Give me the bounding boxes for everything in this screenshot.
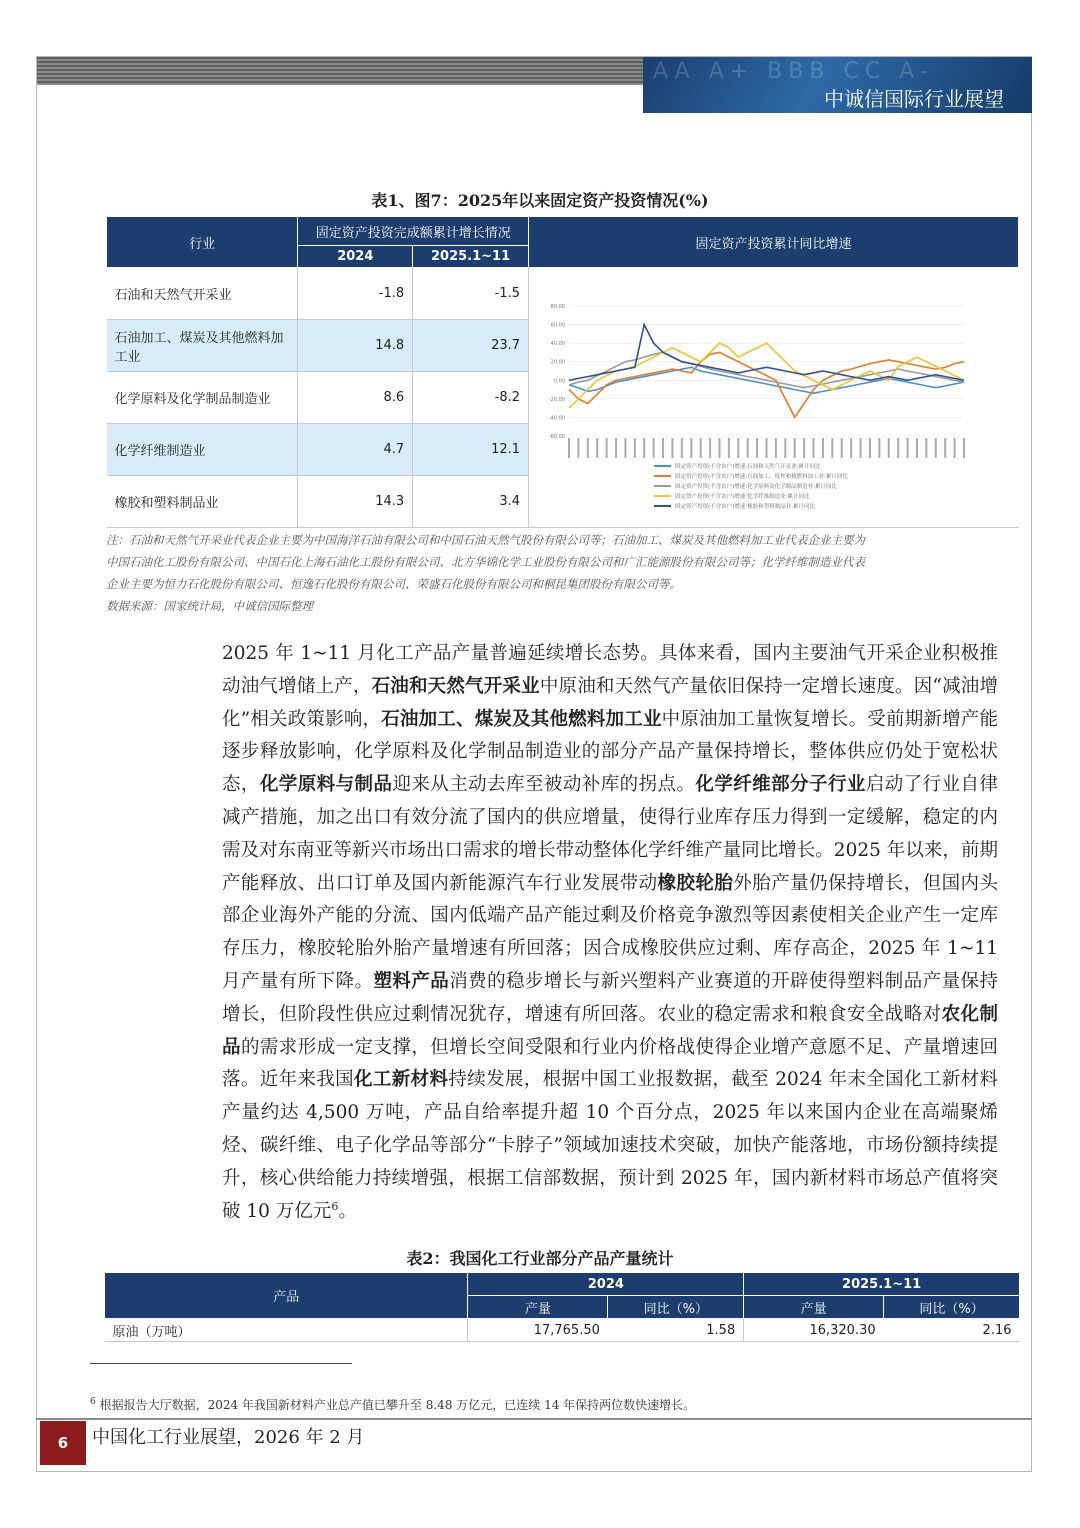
table1: [106, 216, 1019, 528]
table1-value-2024: 14.3: [298, 476, 413, 528]
note-line: 注：石油和天然气开采业代表企业主要为中国海洋石油有限公司和中国石油天然气股份有限公司等；石油加工、煤炭及其他燃料加工业代表企业主要为: [106, 533, 865, 547]
table1-caption: 表1、图7：2025年以来固定资产投资情况(%): [371, 191, 709, 210]
footnote-divider: [90, 1363, 352, 1364]
header-decor-text: AA A+ BBB CC A-: [653, 59, 934, 84]
legend-label: 固定资产投资(不含农户)增速:石油加工、炼焦和核燃料加工业:累计同比: [675, 474, 849, 480]
table1-value-2025: 3.4: [413, 476, 529, 528]
body-text-segment: 迎来从主动去库至被动补库的拐点。: [392, 774, 696, 796]
chart-y-axis: [549, 304, 565, 440]
data-source: 数据来源：国家统计局，中诚信国际整理: [106, 599, 313, 613]
table1-value-2024: 14.8: [298, 320, 413, 372]
series-line: [569, 352, 964, 387]
body-text-segment: 2025 年 1~11 月化工产品产量普遍延续增长态势。具体来看，国内主要油气开采企业积极推动油气增储上产，: [222, 643, 998, 697]
legend-label: 固定资产投资(不含农户)增速:化学原料及化学制品制造业:累计同比: [675, 484, 838, 490]
chart-x-axis: [569, 438, 964, 458]
table1-header-group: 固定资产投资完成额累计增长情况: [298, 217, 529, 246]
chart-cell: [529, 268, 1019, 528]
table1-value-2024: 8.6: [298, 372, 413, 424]
table1-industry: 化学纤维制造业: [107, 424, 298, 476]
table2: [104, 1272, 1020, 1342]
table1-header-2025: 2025.1~11: [413, 246, 529, 268]
footer-divider: [36, 1418, 1032, 1420]
chart-lines: [569, 325, 964, 418]
table2-yoy-2024: 1.58: [608, 1319, 744, 1342]
table2-header-product: 产品: [105, 1273, 468, 1319]
body-text-segment: 中原油加工量恢复增长。受前期新增产能逐步释放影响，化学原料及化学制品制造业的部分产品产量保持增长，整体供应仍处于宽松状态，: [222, 708, 998, 796]
investment-growth-chart: [529, 268, 1009, 518]
body-keyword: 化学纤维部分子行业: [695, 774, 866, 796]
y-tick-label: 80.00: [550, 304, 566, 310]
y-tick-label: -40.00: [548, 415, 566, 422]
footnote-text: 根据报告大厅数据，2024 年我国新材料产业总产值已攀升至 8.48 万亿元，已连续 14 年保持两位数快速增长。: [99, 1398, 696, 1412]
chart-legend: [654, 462, 848, 510]
table1-industry: 石油加工、煤炭及其他燃料加工业: [107, 320, 298, 372]
table-row: [107, 268, 1019, 320]
table1-industry: 石油和天然气开采业: [107, 268, 298, 320]
body-text-segment: 持续发展，根据中国工业报数据，截至 2024 年末全国化工新材料产量约达 4,500 万吨，产品自给率提升超 10 个百分点，2025 年以来国内企业在高端聚烯烃、碳纤维、电子化学品等部分“卡脖子”领域加速技术突破，加快产能落地，市场份额持续提升，核心供给能力持续增强，根据工信部数据，预计到 2025 年，国内新材料市场总产值将突破 10 万亿元: [222, 1069, 998, 1222]
table2-caption: 表2：我国化工行业部分产品产量统计: [406, 1249, 674, 1268]
table1-header-chart: 固定资产投资累计同比增速: [529, 217, 1019, 268]
table2-output-2024: 17,765.50: [468, 1319, 608, 1342]
legend-label: 固定资产投资(不含农户)增速:石油和天然气开采业:累计同比: [675, 464, 821, 470]
table1-value-2024: 4.7: [298, 424, 413, 476]
table2-header-output: 产量: [468, 1296, 608, 1319]
y-tick-label: 40.00: [550, 341, 566, 348]
table2-product: 原油（万吨）: [105, 1319, 468, 1342]
legend-label: 固定资产投资(不含农户)增速:橡胶和塑料制品业:累计同比: [675, 504, 816, 510]
table2-header-yoy: 同比（%）: [884, 1296, 1020, 1319]
header-brand-title: 中诚信国际行业展望: [824, 87, 1004, 111]
body-text-segment: 启动了行业自律减产措施，加之出口有效分流了国内的供应增量，使得行业库存压力得到一定缓解，稳定的内需及对东南亚等新兴市场出口需求的增长带动整体化学纤维产量同比增长。2025 年以来，前期产能释放、出口订单及国内新能源汽车行业发展带动: [222, 774, 998, 894]
table1-header-industry: 行业: [107, 217, 298, 268]
table1-industry: 橡胶和塑料制品业: [107, 476, 298, 528]
table1-industry: 化学原料及化学制品制造业: [107, 372, 298, 424]
body-keyword: 化工新材料: [354, 1069, 449, 1091]
table1-value-2025: -1.5: [413, 268, 529, 320]
legend-label: 固定资产投资(不含农户)增速:化学纤维制造业:累计同比: [675, 494, 810, 500]
body-keyword: 农化制品: [222, 1003, 998, 1058]
header-stripe: [37, 57, 643, 85]
y-tick-label: 20.00: [550, 359, 566, 366]
footnote-number: 6: [90, 1397, 96, 1407]
page-number: 6: [40, 1421, 86, 1465]
body-keyword: 橡胶轮胎: [657, 872, 734, 894]
table2-yoy-2025: 2.16: [884, 1319, 1020, 1342]
y-tick-label: 60.00: [550, 322, 566, 329]
table1-value-2025: -8.2: [413, 372, 529, 424]
body-text-segment: 外胎产量仍保持增长，但国内头部企业海外产能的分流、国内低端产品产能过剩及价格竞争激烈等因素使相关企业产生一定库存压力，橡胶轮胎外胎产量增速有所回落；因合成橡胶供应过剩、库存高企，2025 年 1~11 月产量有所下降。: [222, 872, 998, 992]
table2-header-2025: 2025.1~11: [744, 1273, 1020, 1296]
body-text-segment: 的需求形成一定支撑，但增长空间受限和行业内价格战使得企业增产意愿不足、产量增速回落。近年来我国: [222, 1036, 998, 1091]
footer-title: 中国化工行业展望，2026 年 2 月: [92, 1427, 365, 1448]
body-paragraph: [222, 638, 998, 1228]
table2-header-yoy: 同比（%）: [608, 1296, 744, 1319]
header-brand-banner: [643, 57, 1032, 113]
table2-header-output: 产量: [744, 1296, 884, 1319]
body-keyword: 石油和天然气开采业: [371, 675, 540, 697]
table1-note: [106, 529, 1006, 617]
body-text-segment: 中原油和天然气产量依旧保持一定增长速度。因“减油增化”相关政策影响，: [222, 675, 998, 730]
note-line: 中国石油化工股份有限公司、中国石化上海石油化工股份有限公司、北方华锦化学工业股份有限公司和广汇能源股份有限公司等；化学纤维制造业代表: [106, 555, 865, 569]
table2-header-2024: 2024: [468, 1273, 744, 1296]
y-tick-label: -60.00: [548, 434, 566, 440]
footnote-ref[interactable]: 6: [331, 1199, 339, 1213]
body-text-segment: 消费的稳步增长与新兴塑料产业赛道的开辟使得塑料制品产量保持增长，但阶段性供应过剩情况犹存，增速有所回落。农业的稳定需求和粮食安全战略对: [222, 970, 998, 1025]
table-row: [105, 1319, 1020, 1342]
body-text-segment: 。: [338, 1200, 357, 1222]
table1-header-2024: 2024: [298, 246, 413, 268]
body-keyword: 化学原料与制品: [259, 774, 393, 796]
body-keyword: 塑料产品: [373, 970, 450, 992]
note-line: 企业主要为恒力石化股份有限公司、恒逸石化股份有限公司、荣盛石化股份有限公司和桐昆集团股份有限公司等。: [106, 577, 681, 591]
y-tick-label: -20.00: [548, 396, 566, 403]
body-keyword: 石油加工、煤炭及其他燃料加工业: [381, 708, 662, 730]
table1-value-2024: -1.8: [298, 268, 413, 320]
footnote: [90, 1396, 695, 1413]
table1-value-2025: 23.7: [413, 320, 529, 372]
table1-value-2025: 12.1: [413, 424, 529, 476]
series-line: [569, 325, 964, 381]
series-line: [569, 352, 964, 417]
table2-output-2025: 16,320.30: [744, 1319, 884, 1342]
y-tick-label: 0.00: [553, 378, 566, 385]
